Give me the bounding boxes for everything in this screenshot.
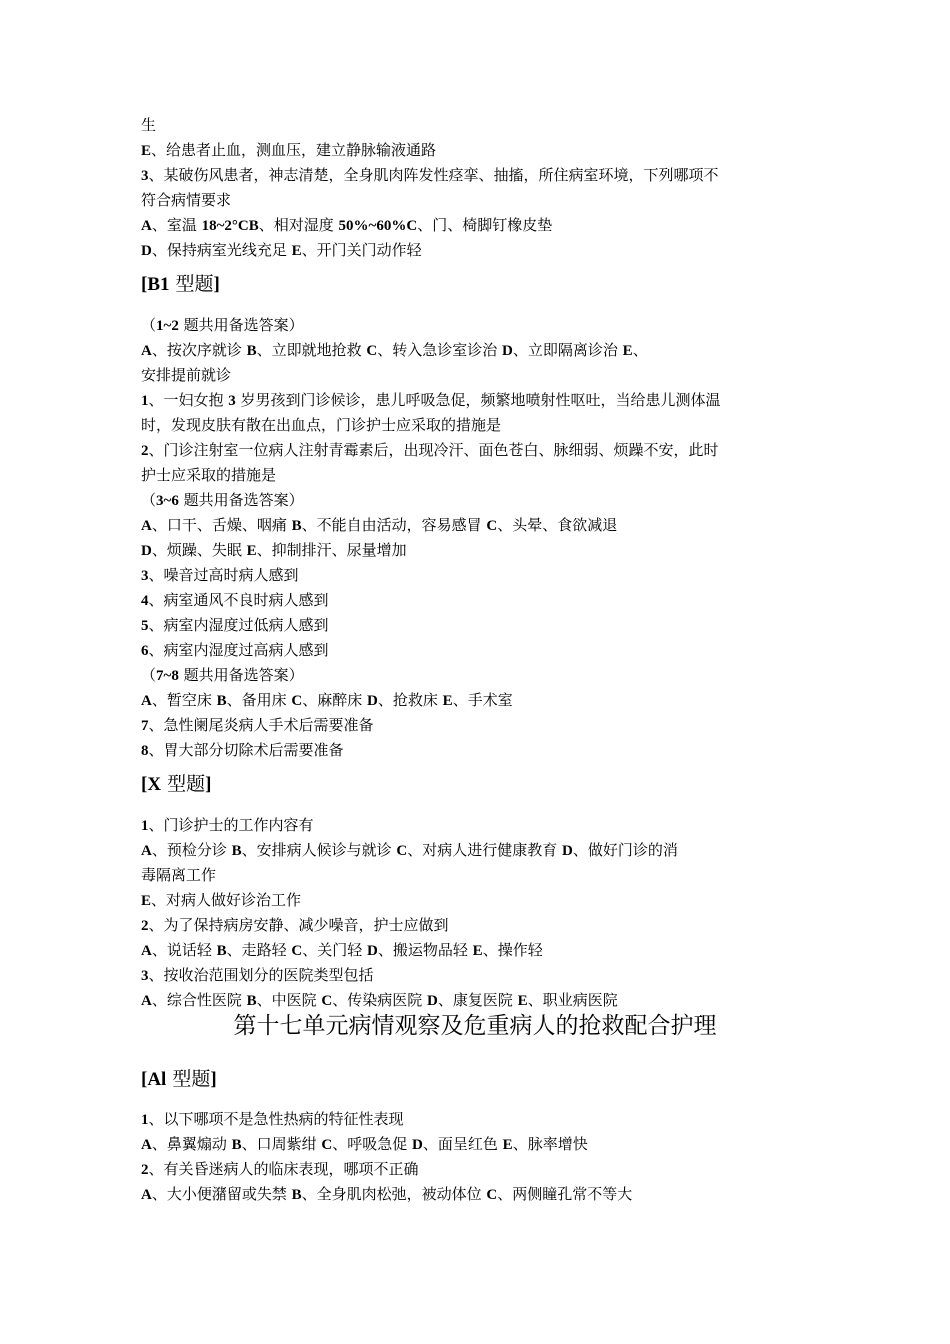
text-line: A、室温 18~2°CB、相对湿度 50%~60%C、门、椅脚钉橡皮垫 — [141, 216, 553, 234]
text-line: E、给患者止血，测血压，建立静脉输液通路 — [141, 141, 437, 159]
text-line: 3、按收治范围划分的医院类型包括 — [141, 966, 374, 984]
text-line: 1、一妇女抱 3 岁男孩到门诊候诊，患儿呼吸急促，频繁地喷射性呕吐，当给患儿测体温 — [141, 391, 721, 409]
unit-title: 第十七单元病情观察及危重病人的抢救配合护理 — [233, 1013, 717, 1039]
text-line: 4、病室通风不良时病人感到 — [141, 591, 329, 609]
text-line: （3~6 题共用备选答案） — [141, 491, 304, 509]
text-line: A、按次序就诊 B、立即就地抢救 C、转入急诊室诊治 D、立即隔离诊治 E、 — [141, 341, 648, 359]
text-line: E、对病人做好诊治工作 — [141, 891, 302, 909]
text-line: 3、某破伤风患者，神志清楚，全身肌肉阵发性痉挛、抽搐，所住病室环境，下列哪项不 — [141, 166, 719, 184]
text-line: A、口干、舌燥、咽痛 B、不能自由活动，容易感冒 C、头晕、食欲减退 — [141, 516, 618, 534]
text-line: D、保持病室光线充足 E、开门关门动作轻 — [141, 241, 422, 259]
text-line: （7~8 题共用备选答案） — [141, 666, 304, 684]
text-line: 毒隔离工作 — [141, 866, 217, 884]
text-line: 安排提前就诊 — [141, 366, 232, 384]
text-line: 6、病室内湿度过高病人感到 — [141, 641, 329, 659]
text-line: 7、急性阑尾炎病人手术后需要准备 — [141, 716, 374, 734]
text-line: D、烦躁、失眠 E、抑制排汗、尿量增加 — [141, 541, 407, 559]
section-heading-x: [X 型题] — [141, 773, 212, 795]
text-line: 3、噪音过高时病人感到 — [141, 566, 299, 584]
text-line: 2、门诊注射室一位病人注射青霉素后，出现冷汗、面色苍白、脉细弱、烦躁不安，此时 — [141, 441, 719, 459]
text-line: 2、有关昏迷病人的临床表现，哪项不正确 — [141, 1160, 419, 1178]
section-heading-b1: [B1 型题] — [141, 273, 220, 295]
text-line: 符合病情要求 — [141, 191, 232, 209]
text-line: 时，发现皮肤有散在出血点，门诊护士应采取的措施是 — [141, 416, 502, 434]
text-line: A、暂空床 B、备用床 C、麻醉床 D、抢救床 E、手术室 — [141, 691, 513, 709]
text-line: 生 — [141, 116, 157, 134]
text-line: A、说话轻 B、走路轻 C、关门轻 D、搬运物品轻 E、操作轻 — [141, 941, 543, 959]
text-line: A、大小便潴留或失禁 B、全身肌肉松弛，被动体位 C、两侧瞳孔常不等大 — [141, 1185, 633, 1203]
text-line: 护士应采取的措施是 — [141, 466, 277, 484]
text-line: A、鼻翼煽动 B、口周紫绀 C、呼吸急促 D、面呈红色 E、脉率增快 — [141, 1135, 588, 1153]
text-line: 8、胃大部分切除术后需要准备 — [141, 741, 344, 759]
text-line: 1、门诊护士的工作内容有 — [141, 816, 314, 834]
text-line: （1~2 题共用备选答案） — [141, 316, 304, 334]
text-line: 1、以下哪项不是急性热病的特征性表现 — [141, 1110, 404, 1128]
text-line: A、预检分诊 B、安排病人候诊与就诊 C、对病人进行健康教育 D、做好门诊的消 — [141, 841, 678, 859]
text-line: A、综合性医院 B、中医院 C、传染病医院 D、康复医院 E、职业病医院 — [141, 991, 618, 1009]
text-line: 2、为了保持病房安静、减少噪音，护士应做到 — [141, 916, 449, 934]
text-line: 5、病室内湿度过低病人感到 — [141, 616, 329, 634]
section-heading-a1: [Al 型题] — [141, 1068, 217, 1090]
